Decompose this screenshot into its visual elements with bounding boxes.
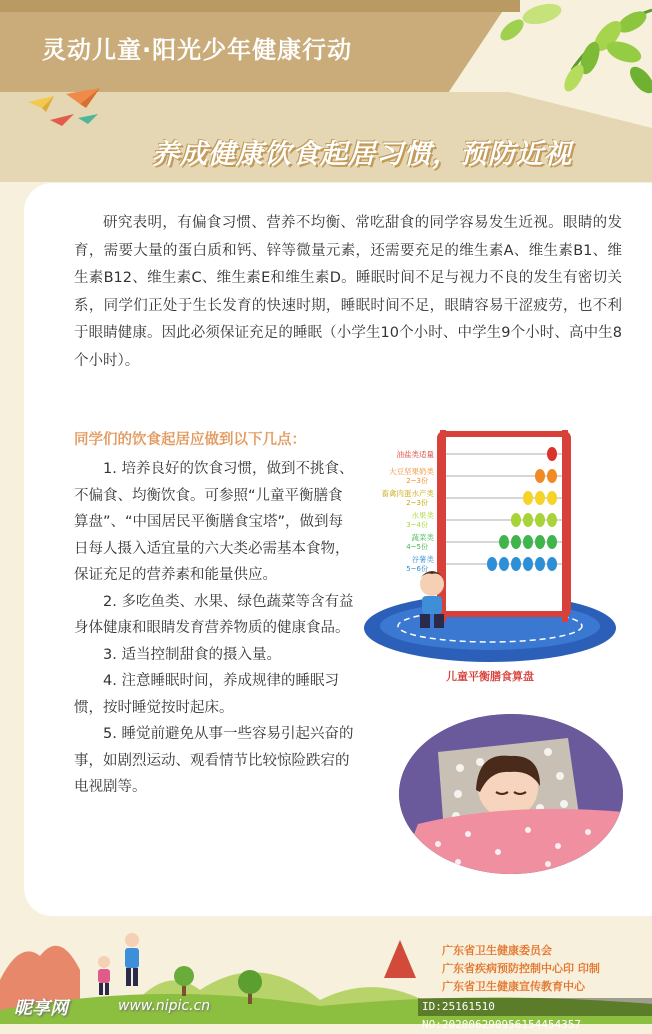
abacus-bead [547,491,557,505]
footer-org-line: 广东省卫生健康委员会 [442,944,552,957]
abacus-bead [511,513,521,527]
intro-paragraph: 研究表明，有偏食习惯、营养不均衡、常吃甜食的同学容易发生近视。眼睛的发育，需要大量的蛋白质和钙、锌等微量元素，还需要充足的维生素A、维生素B1、维生素B12、维生素C、维生素E和维生素D。睡眠时间不足与视力不良的发生有密切关系，同学们正处于生长发育的快速时期，睡眠时间不足，眼睛容易干涩疲劳，也不利于眼睛健康。因此必须保证充足的睡眠（小学生10个小时、中学生9个小时、高中生8个小时）。 [74,215,622,369]
abacus-bead [523,535,533,549]
footer-org-line: 广东省卫生健康宣传教育中心 [442,980,585,993]
abacus-bead [535,557,545,571]
abacus-bead [487,557,497,571]
poster-subtitle: 养成健康饮食起居习惯，预防近视 [152,139,572,170]
abacus-bead [499,557,509,571]
tip-item: 4. 注意睡眠时间，养成规律的睡眠习惯，按时睡觉按时起床。 [74,673,339,716]
balanced-diet-abacus [362,426,624,690]
tip-item: 5. 睡觉前避免从事一些容易引起兴奋的事，如剧烈运动、观看情节比较惊险跌宕的电视剧等。 [74,726,354,795]
abacus-bead [535,535,545,549]
abacus-row-label: 水果类 [411,511,434,520]
abacus-row-label: 谷薯类 [411,555,434,564]
paper-planes-icon [28,88,108,134]
abacus-bead [547,469,557,483]
abacus-bead [535,491,545,505]
abacus-row-label: 蔬菜类 [411,533,434,542]
tips-heading: 同学们的饮食起居应做到以下几点： [74,432,306,448]
abacus-bead [523,557,533,571]
poster-title: 灵动儿童·阳光少年健康行动 [42,36,353,64]
tip-item: 3. 适当控制甜食的摄入量。 [103,646,281,663]
abacus-bead [547,447,557,461]
abacus-row-amount: 2~3份 [406,499,428,507]
watermark-id: ID:25161510 NO:20200629095615445435​7 [418,998,652,1016]
abacus-caption: 儿童平衡膳食算盘 [446,670,534,683]
abacus-row-amount: 2~3份 [406,477,428,485]
running-child-icon [98,956,110,995]
abacus-bead [523,513,533,527]
leaves-decoration-icon [482,0,652,110]
abacus-row-label: 大豆坚果奶类 [389,467,434,476]
abacus-bead [535,469,545,483]
abacus-row-amount: 3~4份 [406,521,428,529]
abacus-row-amount: 4~5份 [406,543,428,551]
tips-list [74,456,356,801]
watermark-url: www.nipic.cn [118,998,211,1014]
footer-organizations [442,942,652,996]
header-banner-edge [0,0,520,12]
abacus-bead [499,535,509,549]
running-adult-icon [125,933,139,986]
sleeping-child-illustration [398,712,624,876]
tip-item: 1. 培养良好的饮食习惯，做到不挑食、不偏食、均衡饮食。可参照“儿童平衡膳食算盘”、“中国居民平衡膳食宝塔”，做到每日每人摄入适宜量的六大类必需基本食物，保证充足的营养素和能量供应。 [74,461,354,583]
tip-item: 2. 多吃鱼类、水果、绿色蔬菜等含有益身体健康和眼睛发育营养物质的健康食品。 [74,593,354,636]
abacus-bead [547,535,557,549]
abacus-bead [511,557,521,571]
abacus-row-label: 油盐类适量 [396,450,434,459]
abacus-bead [547,513,557,527]
abacus-row-amount: 5~6份 [406,565,428,573]
abacus-bead [511,535,521,549]
footer-org-line: 广东省疾病预防控制中心印 印制 [442,962,600,975]
abacus-bead [547,557,557,571]
abacus-bead [535,513,545,527]
watermark-logo: 昵享网 [14,998,68,1019]
abacus-bead [523,491,533,505]
abacus-row-label: 畜禽肉蛋水产类 [381,489,434,498]
